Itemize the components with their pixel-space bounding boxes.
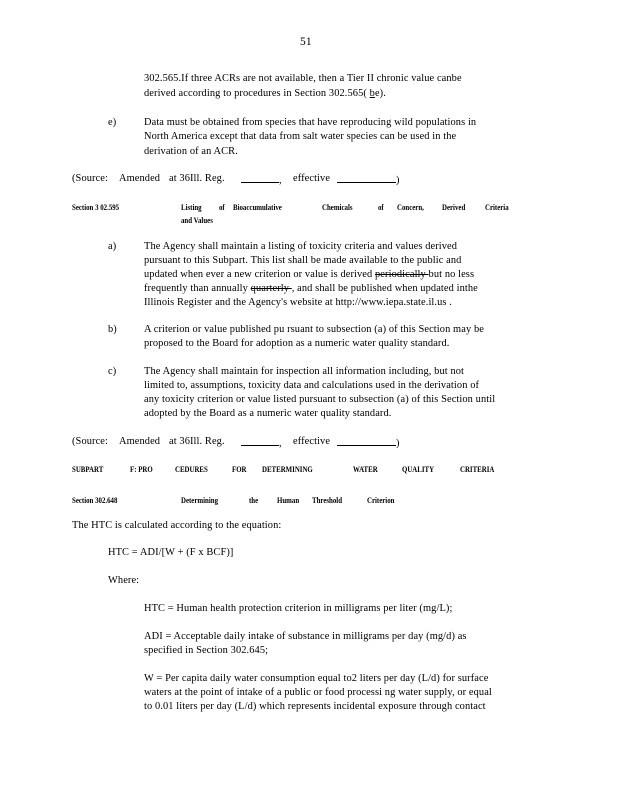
intro-line-1: 302.565.If three ACRs are not available, then a Tier II chronic value canbe (144, 73, 462, 84)
section-595-title-word: of (219, 203, 225, 212)
source-blank-2: ) (337, 435, 400, 451)
struck-text: periodically (375, 269, 429, 280)
section-595-number: Section 3 02.595 (72, 203, 120, 212)
def-htc: HTC = Human health protection criterion in milligrams per liter (mg/L); (144, 603, 453, 614)
item-a-line-2: pursuant to this Subpart. This list shall be made available to the public and (144, 255, 462, 266)
source-reg: at 36Ill. Reg. (169, 436, 225, 447)
item-a-label: a) (108, 241, 117, 252)
htc-intro: The HTC is calculated according to the equation: (72, 520, 282, 531)
subpart-heading-word: QUALITY (402, 465, 435, 474)
item-a-line-1: The Agency shall maintain a listing of toxicity criteria and values derived (144, 241, 458, 252)
item-c-line-1: The Agency shall maintain for inspection all information including, but not (144, 366, 465, 377)
subpart-heading-word: FOR (232, 465, 247, 474)
section-595-title-word: Chemicals (322, 203, 353, 212)
subpart-heading-word: WATER (353, 465, 378, 474)
section-595-title-line-2: and Values (181, 216, 213, 225)
source-blank-1: , (241, 172, 282, 188)
def-w-line-3: to 0.01 liters per day (L/d) which represents incidental exposure through contact (144, 701, 486, 712)
source-effective: effective (293, 173, 331, 184)
def-adi-line-1: ADI = Acceptable daily intake of substance in milligrams per day (mg/d) as (144, 631, 467, 642)
source-amended: Amended (119, 436, 161, 447)
subpart-heading-word: CEDURES (175, 465, 208, 474)
item-b-line-2: proposed to the Board for adoption as a numeric water quality standard. (144, 338, 450, 349)
def-adi-line-2: specified in Section 302.645; (144, 645, 269, 656)
item-e-line-2: North America except that data from salt water species can be used in the (144, 131, 457, 142)
source-label: (Source: (72, 436, 109, 447)
item-b-line-1: A criterion or value published pu rsuant to subsection (a) of this Section may be (144, 324, 484, 335)
item-e-line-3: derivation of an ACR. (144, 146, 238, 157)
item-c-line-3: any toxicity criterion or value listed pursuant to subsection (a) of this Section until (144, 394, 496, 405)
section-648-title-word: Threshold (312, 496, 343, 505)
section-595-title-word: Criteria (485, 203, 509, 212)
source-blank-1: , (241, 435, 282, 451)
item-e-line-1: Data must be obtained from species that have reproducing wild populations in (144, 117, 477, 128)
item-e-label: e) (108, 117, 117, 128)
struck-text: quarterly (250, 283, 292, 294)
item-c-line-4: adopted by the Board as a numeric water quality standard. (144, 408, 392, 419)
item-a-line-4: frequently than annually quarterly , and shall be published when updated inthe (144, 283, 478, 294)
where-label: Where: (108, 575, 140, 586)
section-595-title-word: Bioaccumulative (233, 203, 282, 212)
section-595-title-word: Concern, (397, 203, 424, 212)
section-648-title-word: Human (277, 496, 300, 505)
subpart-heading-word: F: PRO (130, 465, 153, 474)
htc-equation: HTC = ADI/[W + (F x BCF)] (108, 547, 234, 558)
section-648-title-word: Criterion (367, 496, 395, 505)
section-595-title-word: Listing (181, 203, 202, 212)
item-a-line-5: Illinois Register and the Agency's website at http://www.iepa.state.il.us . (144, 297, 452, 308)
source-effective: effective (293, 436, 331, 447)
item-c-label: c) (108, 366, 117, 377)
section-648-title-word: Determining (181, 496, 219, 505)
def-w-line-2: waters at the point of intake of a public or food processi ng water supply, or equal (144, 687, 492, 698)
intro-line-2: derived according to procedures in Section 302.565( be). (144, 88, 386, 99)
subpart-heading-word: DETERMINING (262, 465, 313, 474)
section-595-title-word: Derived (442, 203, 466, 212)
section-595-title-word: of (378, 203, 384, 212)
subpart-heading-word: CRITERIA (460, 465, 495, 474)
item-a-line-3: updated when ever a new criterion or value is derived periodically but no less (144, 269, 475, 280)
def-w-line-1: W = Per capita daily water consumption equal to2 liters per day (L/d) for surface (144, 673, 489, 684)
page-number: 51 (300, 36, 312, 48)
source-label: (Source: (72, 173, 109, 184)
source-amended: Amended (119, 173, 161, 184)
item-b-label: b) (108, 324, 117, 335)
item-c-line-2: limited to, assumptions, toxicity data and calculations used in the derivation of (144, 380, 480, 391)
section-648-title-word: the (249, 496, 259, 505)
source-reg: at 36Ill. Reg. (169, 173, 225, 184)
subpart-heading-word: SUBPART (72, 465, 104, 474)
section-648-number: Section 302.648 (72, 496, 118, 505)
source-blank-2: ) (337, 172, 400, 188)
